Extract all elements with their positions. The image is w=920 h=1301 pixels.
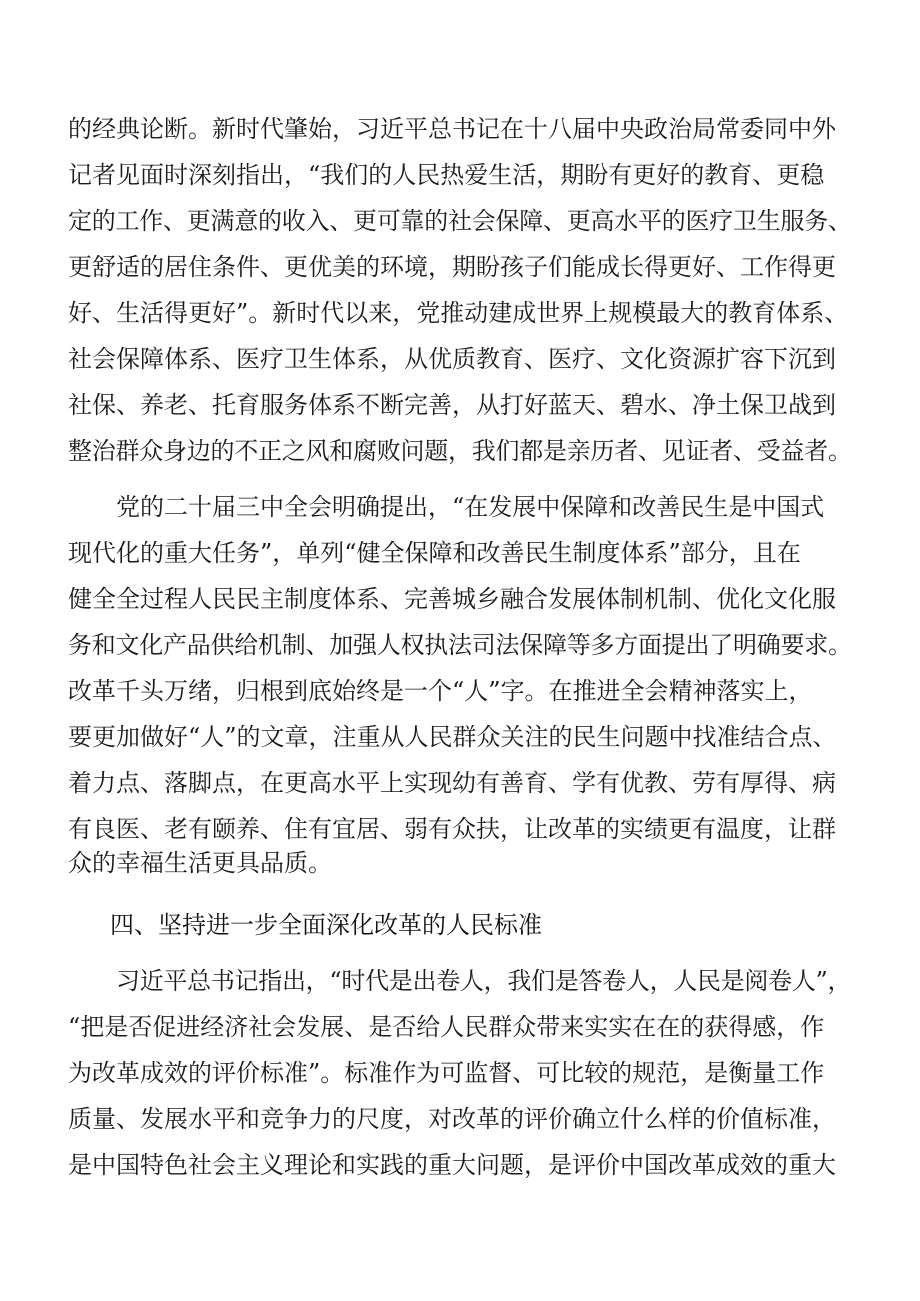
text-line: 众的幸福生活更具品质。 xyxy=(68,849,332,877)
text-line: 更舒适的居住条件、更优美的环境，期盼孩子们能成长得更好、工作得更 xyxy=(68,253,836,281)
text-line: 为改革成效的评价标准”。标准作为可监督、可比较的规范，是衡量工作 xyxy=(68,1059,825,1087)
section-heading: 四、坚持进一步全面深化改革的人民标准 xyxy=(110,911,542,939)
text-line: 要更加做好“人”的文章，注重从人民群众关注的民生问题中找准结合点、 xyxy=(68,723,837,751)
text-line: 有良医、老有颐养、住有宜居、弱有众扶，让改革的实绩更有温度，让群 xyxy=(68,815,836,843)
text-line: 的经典论断。新时代肇始，习近平总书记在十八届中央政治局常委同中外 xyxy=(68,115,836,143)
text-line: 记者见面时深刻指出，“我们的人民热爱生活，期盼有更好的教育、更稳 xyxy=(68,161,825,189)
text-line: 社保、养老、托育服务体系不断完善，从打好蓝天、碧水、净土保卫战到 xyxy=(68,391,836,419)
text-line: 是中国特色社会主义理论和实践的重大问题，是评价中国改革成效的重大 xyxy=(68,1151,836,1179)
text-line: “把是否促进经济社会发展、是否给人民群众带来实实在在的获得感，作 xyxy=(68,1013,825,1041)
text-line: 整治群众身边的不正之风和腐败问题，我们都是亲历者、见证者、受益者。 xyxy=(68,437,852,465)
text-line: 习近平总书记指出，“时代是出卷人，我们是答卷人，人民是阅卷人”， xyxy=(116,967,852,995)
text-line: 改革千头万绪，归根到底始终是一个“人”字。在推进全会精神落实上， xyxy=(68,677,813,705)
text-line: 质量、发展水平和竞争力的尺度，对改革的评价确立什么样的价值标准， xyxy=(68,1105,836,1133)
text-line: 健全全过程人民民主制度体系、完善城乡融合发展体制机制、优化文化服 xyxy=(68,585,836,613)
text-line: 现代化的重大任务”，单列“健全保障和改善民生制度体系”部分，且在 xyxy=(68,539,801,567)
text-line: 定的工作、更满意的收入、更可靠的社会保障、更高水平的医疗卫生服务、 xyxy=(68,207,852,235)
text-line: 党的二十届三中全会明确提出，“在发展中保障和改善民生是中国式 xyxy=(116,493,825,521)
text-line: 务和文化产品供给机制、加强人权执法司法保障等多方面提出了明确要求。 xyxy=(68,631,852,659)
text-line: 好、生活得更好”。新时代以来，党推动建成世界上规模最大的教育体系、 xyxy=(68,299,849,327)
text-line: 着力点、落脚点，在更高水平上实现幼有善育、学有优教、劳有厚得、病 xyxy=(68,769,836,797)
text-line: 社会保障体系、医疗卫生体系，从优质教育、医疗、文化资源扩容下沉到 xyxy=(68,345,836,373)
